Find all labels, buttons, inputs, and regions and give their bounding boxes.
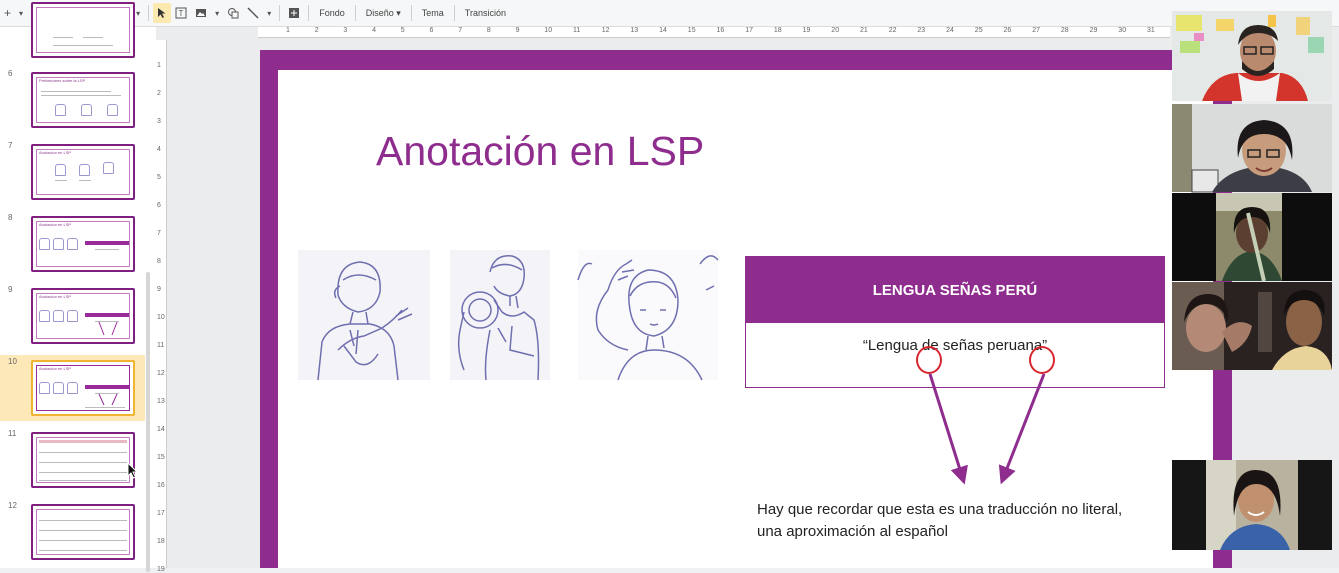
toolbar-divider	[279, 5, 280, 21]
ruler-tick-label: 13	[630, 27, 639, 34]
thumb-figure	[55, 104, 66, 116]
participant-video-image	[1172, 11, 1332, 101]
slide-thumbnail-6[interactable]	[0, 67, 145, 133]
ruler-tick-label: 3	[343, 27, 348, 34]
ruler-tick-label: 18	[773, 27, 782, 34]
ruler-tick-label: 16	[716, 27, 725, 34]
participant-video-image	[1172, 282, 1332, 370]
thumb-frame	[36, 77, 130, 123]
ruler-tick-label: 12	[157, 370, 165, 377]
ruler-tick-label: 24	[946, 27, 954, 34]
thumb-header-bar	[85, 313, 129, 317]
lsp-box-header: LENGUA SEÑAS PERÚ	[746, 257, 1164, 323]
thumb-line	[39, 540, 127, 541]
image-icon[interactable]	[191, 3, 211, 23]
slide-thumbnail-9[interactable]	[0, 283, 145, 349]
participant-video-2[interactable]	[1172, 104, 1332, 192]
ruler-tick-label: 12	[601, 27, 610, 34]
ruler-tick-label: 22	[888, 27, 897, 34]
thumb-title: Anotación en LSP	[39, 294, 72, 299]
ruler-tick-label: 30	[1118, 27, 1127, 34]
slide-number: 9	[8, 285, 13, 294]
slide-number: 6	[8, 69, 13, 78]
ruler-tick-label: 8	[157, 258, 161, 265]
thumb-line	[39, 480, 127, 481]
lsp-translation-box[interactable]	[745, 256, 1165, 388]
thumb-figure	[81, 104, 92, 116]
ruler-tick-label: 27	[1032, 27, 1040, 34]
ruler-tick-label: 1	[157, 62, 161, 69]
note-line-1: Hay que recordar que esta es una traducción no literal,	[757, 501, 1123, 518]
thumb-line	[39, 452, 127, 453]
slide-thumbnail-image	[31, 504, 135, 560]
thumb-line	[79, 180, 91, 181]
participant-video-5[interactable]	[1172, 460, 1332, 550]
thumb-figure	[67, 382, 78, 394]
new-slide-button[interactable]: +	[4, 6, 12, 20]
sign-drawing-3	[578, 250, 718, 380]
layout-button-label: Diseño	[365, 7, 394, 18]
ruler-tick-label: 4	[157, 146, 161, 153]
slide-thumbnail-image	[31, 144, 135, 200]
ruler-tick-label: 28	[1060, 27, 1069, 34]
slide-number: 8	[8, 213, 13, 222]
slide-number: 7	[8, 141, 13, 150]
slide-thumbnail-10[interactable]	[0, 355, 145, 421]
thumb-line	[41, 95, 121, 96]
thumb-figure	[53, 382, 64, 394]
slide-thumbnail-8[interactable]	[0, 211, 145, 277]
line-icon[interactable]	[243, 3, 263, 23]
ruler-tick-label: 1	[286, 27, 290, 34]
ruler-tick-label: 2	[314, 27, 319, 34]
thumb-figure	[67, 238, 78, 250]
shape-icon[interactable]	[223, 3, 243, 23]
svg-text:T: T	[178, 9, 184, 18]
thumb-title: Preliminares sobre la LSP	[39, 78, 86, 83]
thumb-line	[53, 45, 113, 46]
participant-video-image	[1172, 104, 1332, 192]
thumb-figure	[53, 238, 64, 250]
ruler-tick-label: 14	[659, 27, 667, 34]
select-cursor-icon[interactable]	[153, 3, 171, 23]
thumb-line	[55, 180, 67, 181]
thumb-line	[39, 550, 127, 551]
thumb-frame	[36, 7, 130, 53]
participant-video-image	[1172, 460, 1332, 550]
thumb-figure	[67, 310, 78, 322]
thumb-frame	[36, 437, 130, 483]
thumb-table-header	[39, 440, 127, 443]
ruler-tick-label: 3	[157, 118, 161, 125]
ruler-tick-label: 26	[1003, 27, 1012, 34]
thumb-line	[85, 407, 125, 408]
sign-illustration-woman[interactable]	[298, 250, 430, 380]
slide-thumbnail-5[interactable]	[0, 0, 145, 63]
ruler-tick-label: 19	[802, 27, 811, 34]
toolbar	[0, 0, 1339, 27]
slide-title[interactable]: Anotación en LSP	[376, 128, 705, 174]
mouse-cursor-icon	[127, 462, 139, 480]
ruler-tick-label: 9	[515, 27, 520, 34]
ruler-tick-label: 2	[157, 90, 161, 97]
thumb-figure	[55, 164, 66, 176]
zoom-dropdown-icon[interactable]: ▾	[136, 8, 141, 18]
ruler-tick-label: 7	[458, 27, 463, 34]
horizontal-ruler[interactable]	[258, 27, 1170, 38]
ruler-tick-label: 13	[157, 398, 165, 405]
slide-number: 10	[8, 357, 17, 366]
thumb-title: Anotación en LSP	[39, 222, 72, 227]
translation-note[interactable]	[757, 499, 1177, 543]
transition-button[interactable]: Transición	[464, 8, 506, 18]
participant-video-1[interactable]	[1172, 11, 1332, 101]
thumb-figure	[39, 238, 50, 250]
ruler-tick-label: 6	[429, 27, 434, 34]
ruler-tick-label: 10	[157, 314, 165, 321]
participant-video-image	[1172, 193, 1332, 281]
ruler-tick-label: 21	[860, 27, 868, 34]
ruler-tick-label: 23	[917, 27, 926, 34]
thumb-figure	[107, 104, 118, 116]
ruler-tick-label: 31	[1147, 27, 1155, 34]
line-dropdown-icon[interactable]: ▾	[267, 8, 272, 18]
toolbar-divider	[411, 5, 412, 21]
ruler-tick-label: 7	[157, 230, 161, 237]
toolbar-divider	[454, 5, 455, 21]
background-button[interactable]: Fondo	[319, 8, 345, 18]
participant-video-4[interactable]	[1172, 282, 1332, 370]
text-box-icon[interactable]	[171, 3, 191, 23]
thumb-header-bar	[85, 241, 129, 245]
slide-thumbnail-image	[31, 432, 135, 488]
toolbar-divider	[308, 5, 309, 21]
current-slide[interactable]	[260, 50, 1232, 568]
ruler-tick-label: 6	[157, 202, 161, 209]
thumb-line	[95, 249, 119, 250]
thumb-line	[41, 91, 111, 92]
add-comment-icon[interactable]	[284, 3, 304, 23]
slide-thumbnail-image	[31, 72, 135, 128]
ruler-tick-label: 29	[1089, 27, 1098, 34]
slide-thumbnail-7[interactable]	[0, 139, 145, 205]
thumb-figure	[53, 310, 64, 322]
thumb-figure	[39, 382, 50, 394]
note-line-2: una aproximación al español	[757, 523, 948, 540]
filmstrip-scrollbar[interactable]	[146, 272, 150, 572]
ruler-tick-label: 18	[157, 538, 165, 545]
thumb-line	[39, 472, 127, 473]
thumb-title: Anotación en LSP	[39, 366, 72, 371]
slide-number: 12	[8, 501, 17, 510]
ruler-tick-label: 9	[157, 286, 161, 293]
thumb-figure	[39, 310, 50, 322]
slide-thumbnail-12[interactable]	[0, 499, 145, 565]
ruler-tick-label: 17	[157, 510, 165, 517]
ruler-tick-label: 10	[544, 27, 553, 34]
lsp-box-body: “Lengua de señas peruana”	[862, 337, 1048, 354]
thumb-header-bar	[85, 385, 129, 389]
new-slide-dropdown-icon[interactable]: ▾	[19, 8, 24, 18]
ruler-tick-label: 14	[157, 426, 165, 433]
ruler-tick-label: 8	[486, 27, 491, 34]
thumb-arrows	[95, 322, 121, 336]
ruler-tick-label: 15	[157, 454, 165, 461]
thumb-line	[39, 462, 127, 463]
toolbar-divider	[355, 5, 356, 21]
sign-illustration-head[interactable]	[578, 250, 718, 380]
sign-drawing-1	[298, 250, 430, 380]
ruler-tick-label: 20	[831, 27, 840, 34]
layout-button[interactable]: Diseño ▾	[365, 7, 401, 18]
thumb-line	[39, 530, 127, 531]
sign-illustration-boy[interactable]	[450, 250, 550, 380]
slide-number: 11	[8, 429, 17, 438]
thumb-line	[39, 520, 127, 521]
thumb-figure	[79, 164, 90, 176]
ruler-tick-label: 16	[157, 482, 165, 489]
ruler-tick-label: 11	[573, 27, 581, 34]
ruler-tick-label: 4	[372, 27, 376, 34]
ruler-tick-label: 25	[974, 27, 983, 34]
ruler-tick-label: 17	[745, 27, 753, 34]
slide-filmstrip[interactable]	[0, 27, 156, 568]
thumb-figure	[103, 162, 114, 174]
thumb-line	[53, 37, 73, 38]
thumb-arrows	[95, 394, 121, 406]
participant-video-3[interactable]	[1172, 193, 1332, 281]
thumb-frame	[36, 509, 130, 555]
theme-button[interactable]: Tema	[421, 8, 444, 18]
ruler-tick-label: 19	[157, 566, 165, 573]
sign-drawing-2	[450, 250, 550, 380]
slide-thumbnail-image	[31, 2, 135, 58]
image-dropdown-icon[interactable]: ▾	[215, 8, 220, 18]
annotation-arrows	[918, 370, 1068, 495]
slide-thumbnail-image	[31, 216, 135, 272]
vertical-ruler[interactable]	[156, 40, 167, 573]
ruler-tick-label: 5	[400, 27, 405, 34]
slide-thumbnail-image	[31, 360, 135, 416]
thumb-line	[83, 37, 103, 38]
ruler-tick-label: 11	[157, 342, 165, 349]
ruler-tick-label: 5	[157, 174, 161, 181]
slide-content-area[interactable]	[278, 70, 1213, 568]
thumb-title: Anotación en LSP	[39, 150, 72, 155]
slide-thumbnail-image	[31, 288, 135, 344]
toolbar-divider	[148, 5, 149, 21]
ruler-tick-label: 15	[687, 27, 696, 34]
slide-thumbnail-11[interactable]	[0, 427, 145, 493]
